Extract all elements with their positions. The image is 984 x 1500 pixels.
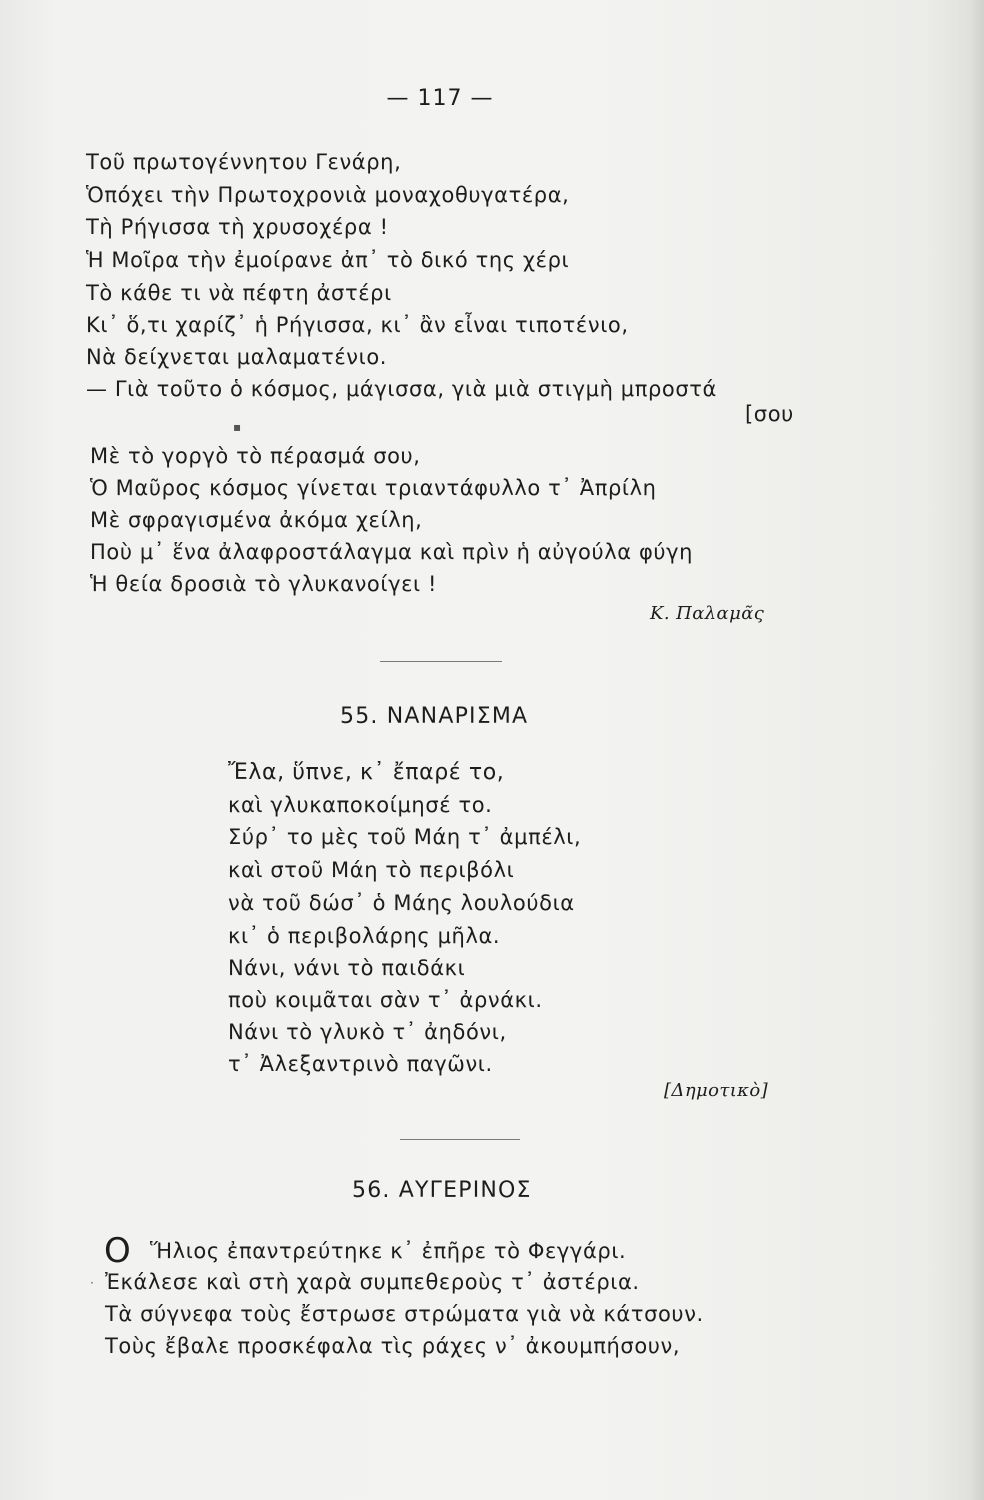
section-title-55: 55. ΝΑΝΑΡΙΣΜΑ xyxy=(340,704,529,729)
poem-line: ποὺ κοιμᾶται σὰν τ᾽ ἀρνάκι. xyxy=(228,988,543,1012)
poem-signature: [Δημοτικὸ] xyxy=(664,1080,769,1101)
poem-line: Τὰ σύγνεφα τοὺς ἔστρωσε στρώματα γιὰ νὰ κάτσουν. xyxy=(105,1302,704,1326)
poem-line: Τοὺς ἔβαλε προσκέφαλα τὶς ράχες ν᾽ ἀκουμπήσουν, xyxy=(105,1334,681,1358)
poem-line: Τὴ Ρήγισσα τὴ χρυσοχέρα ! xyxy=(86,215,389,239)
poem-line: Κι᾽ ὅ,τι χαρίζ᾽ ἡ Ρήγισσα, κι᾽ ἂν εἶναι τιποτένιο, xyxy=(86,313,629,337)
poem-line: Ἡ θεία δροσιὰ τὸ γλυκανοίγει ! xyxy=(90,572,438,596)
poem-line: καὶ στοῦ Μάη τὸ περιβόλι xyxy=(228,858,515,882)
section-divider xyxy=(380,661,502,662)
poem-line: Σύρ᾽ το μὲς τοῦ Μάη τ᾽ ἀμπέλι, xyxy=(228,825,582,849)
poem-line: Ὁ Μαῦρος κόσμος γίνεται τριαντάφυλλο τ᾽ Ἀπρίλη xyxy=(90,476,657,500)
poem-line: Τοῦ πρωτογέννητου Γενάρη, xyxy=(86,150,402,174)
poem-line: Νὰ δείχνεται μαλαματένιο. xyxy=(86,345,388,369)
poem-line: Μὲ σφραγισμένα ἀκόμα χείλη, xyxy=(90,508,423,532)
poem-line: Ἡ Μοῖρα τὴν ἐμοίρανε ἀπ᾽ τὸ δικό της χέρι xyxy=(86,248,570,272)
page-number: — 117 — xyxy=(386,86,494,111)
poem-line: νὰ τοῦ δώσ᾽ ὁ Μάης λουλούδια xyxy=(228,891,575,915)
poem-line: Ἐκάλεσε καὶ στὴ χαρὰ συμπεθεροὺς τ᾽ ἀστέρια. xyxy=(105,1270,640,1294)
poem-line: τ᾽ Ἀλεξαντρινὸ παγῶνι. xyxy=(228,1052,493,1076)
section-divider xyxy=(400,1139,520,1140)
page-edge-shadow xyxy=(970,0,984,1500)
print-speck: · xyxy=(90,1276,94,1290)
poem-line: Νάνι, νάνι τὸ παιδάκι xyxy=(228,956,466,980)
poem-line: — Γιὰ τοῦτο ὁ κόσμος, μάγισσα, γιὰ μιὰ στιγμὴ μπροστά xyxy=(86,377,717,401)
poem-line: κι᾽ ὁ περιβολάρης μῆλα. xyxy=(228,924,501,948)
section-title-56: 56. ΑΥΓΕΡΙΝΟΣ xyxy=(352,1178,532,1203)
poem-signature: Κ. Παλαμᾶς xyxy=(650,603,765,624)
poem-line-continuation: [σου xyxy=(745,402,794,426)
poem-line: Ποὺ μ᾽ ἕνα ἀλαφροστάλαγμα καὶ πρὶν ἡ αὐγούλα φύγη xyxy=(90,540,694,564)
poem-line: Ἔλα, ὕπνε, κ᾽ ἔπαρέ το, xyxy=(228,760,505,785)
poem-line: Ἥλιος ἐπαντρεύτηκε κ᾽ ἐπῆρε τὸ Φεγγάρι. xyxy=(150,1239,627,1263)
poem-line: Ὁπόχει τὴν Πρωτοχρονιὰ μοναχοθυγατέρα, xyxy=(86,183,570,207)
drop-cap: Ο xyxy=(104,1231,131,1271)
poem-line: Μὲ τὸ γοργὸ τὸ πέρασμά σου, xyxy=(90,444,421,468)
poem-line: καὶ γλυκαποκοίμησέ το. xyxy=(228,793,493,817)
poem-line: Νάνι τὸ γλυκὸ τ᾽ ἀηδόνι, xyxy=(228,1020,507,1044)
poem-line: Τὸ κάθε τι νὰ πέφτη ἀστέρι xyxy=(86,281,392,305)
print-speck: ▪ xyxy=(233,420,242,434)
